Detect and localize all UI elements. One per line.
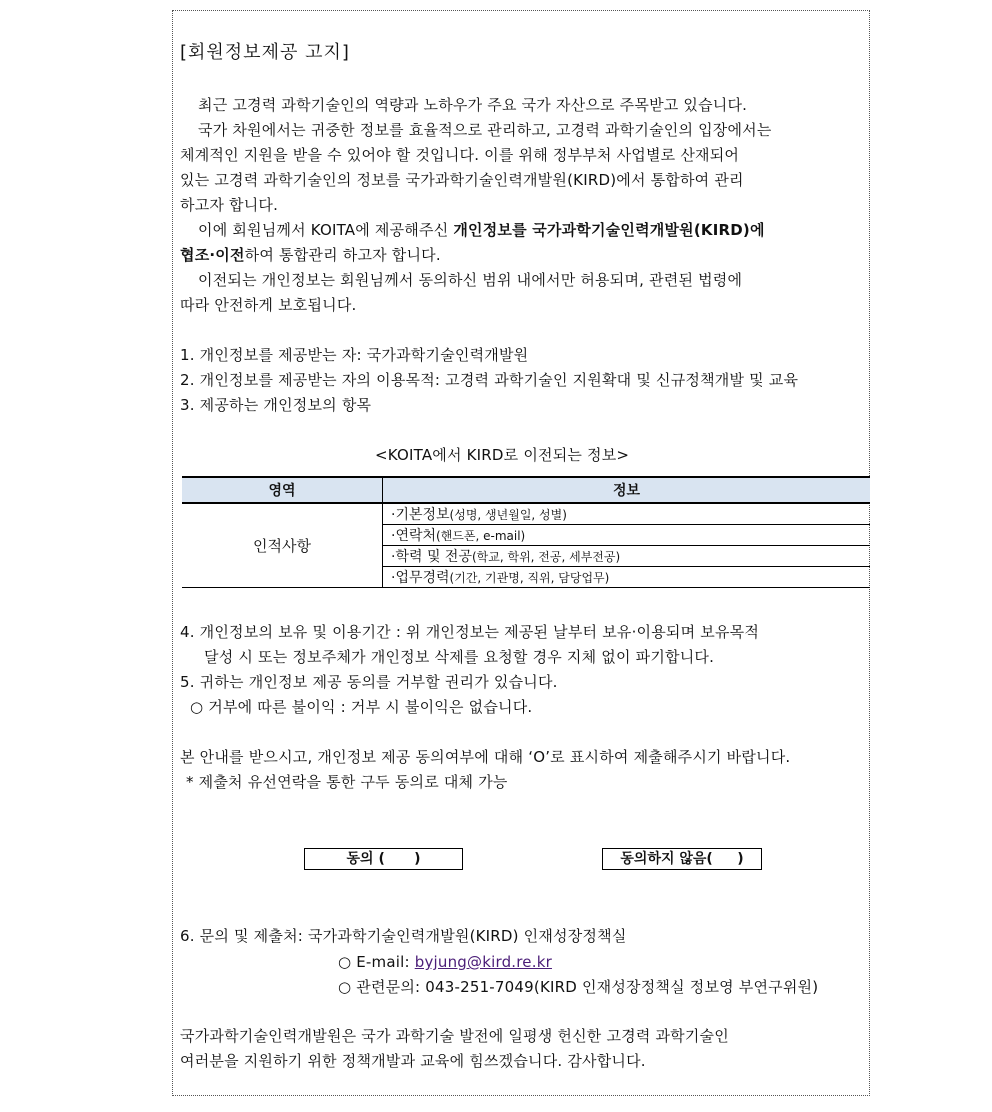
info-sub: (기간, 기관명, 직위, 담당업무)	[449, 571, 610, 585]
info-main: ·연락처	[391, 528, 437, 544]
intro-p3-text: 이에 회원님께서 KOITA에 제공해주신	[198, 221, 454, 239]
email-label: ○ E-mail:	[338, 953, 415, 971]
table-caption: <KOITA에서 KIRD로 이전되는 정보>	[375, 446, 630, 464]
intro-paragraph-4-line-2: 따라 안전하게 보호됩니다.	[180, 296, 357, 314]
disagree-button[interactable]: 동의하지 않음( )	[602, 848, 762, 870]
intro-paragraph-2-line-1: 국가 차원에서는 귀중한 정보를 효율적으로 관리하고, 고경력 과학기술인의 입장에서는	[198, 121, 772, 139]
intro-p3-bold-2: 협조·이전	[180, 246, 245, 264]
closing-line-2: 여러분을 지원하기 위한 정책개발과 교육에 힘쓰겠습니다. 감사합니다.	[180, 1052, 646, 1070]
contact-phone: ○ 관련문의: 043-251-7049(KIRD 인재성장정책실 정보영 부연구위원)	[338, 978, 819, 996]
item-1: 1. 개인정보를 제공받는 자: 국가과학기술인력개발원	[180, 346, 529, 364]
info-main: ·기본정보	[391, 507, 450, 523]
contact-email	[338, 950, 552, 975]
info-cell	[383, 546, 871, 567]
info-cell	[383, 525, 871, 546]
item-4-line-2: 달성 시 또는 정보주체가 개인정보 삭제를 요청할 경우 지체 없이 파기합니다.	[204, 648, 715, 666]
area-cell: 인적사항	[182, 503, 383, 588]
info-sub: (성명, 생년월일, 성별)	[449, 508, 567, 522]
intro-paragraph-1: 최근 고경력 과학기술인의 역량과 노하우가 주요 국가 자산으로 주목받고 있습니다.	[198, 96, 748, 114]
intro-paragraph-2-line-4: 하고자 합니다.	[180, 196, 279, 214]
info-sub: (학교, 학위, 전공, 세부전공)	[471, 550, 621, 564]
intro-paragraph-3-line-1	[198, 218, 765, 243]
intro-paragraph-2-line-3: 있는 고경력 과학기술인의 정보를 국가과학기술인력개발원(KIRD)에서 통합하여 관리	[180, 171, 744, 189]
notice-line-2: * 제출처 유선연락을 통한 구두 동의로 대체 가능	[186, 773, 508, 791]
item-4-line-1: 4. 개인정보의 보유 및 이용기간 : 위 개인정보는 제공된 날부터 보유·이용되며 보유목적	[180, 623, 760, 641]
email-link[interactable]: byjung@kird.re.kr	[414, 953, 552, 971]
item-3: 3. 제공하는 개인정보의 항목	[180, 396, 372, 414]
info-sub: (핸드폰, e-mail)	[436, 529, 526, 543]
item-6: 6. 문의 및 제출처: 국가과학기술인력개발원(KIRD) 인재성장정책실	[180, 927, 627, 945]
intro-paragraph-2-line-2: 체계적인 지원을 받을 수 있어야 할 것입니다. 이를 위해 정부부처 사업별로 산재되어	[180, 146, 740, 164]
item-5-sub: ○ 거부에 따른 불이익 : 거부 시 불이익은 없습니다.	[190, 698, 533, 716]
intro-paragraph-3-line-2	[180, 243, 441, 268]
notice-line-1: 본 안내를 받으시고, 개인정보 제공 동의여부에 대해 ‘O’로 표시하여 제출해주시기 바랍니다.	[180, 748, 791, 766]
table-row	[182, 503, 870, 525]
page-title: [회원정보제공 고지]	[180, 42, 350, 63]
info-table	[182, 476, 870, 588]
intro-p3-bold: 개인정보를 국가과학기술인력개발원(KIRD)에	[453, 221, 765, 239]
header-area: 영역	[182, 477, 383, 503]
header-info: 정보	[383, 477, 871, 503]
info-cell	[383, 567, 871, 588]
intro-p3-text-2: 하여 통합관리 하고자 합니다.	[244, 246, 441, 264]
info-cell	[383, 503, 871, 525]
info-main: ·업무경력	[391, 570, 450, 586]
table-header-row	[182, 477, 870, 503]
intro-paragraph-4-line-1: 이전되는 개인정보는 회원님께서 동의하신 범위 내에서만 허용되며, 관련된 법령에	[198, 271, 743, 289]
closing-line-1: 국가과학기술인력개발원은 국가 과학기술 발전에 일평생 헌신한 고경력 과학기술인	[180, 1027, 729, 1045]
item-2: 2. 개인정보를 제공받는 자의 이용목적: 고경력 과학기술인 지원확대 및 신규정책개발 및 교육	[180, 371, 799, 389]
info-main: ·학력 및 전공	[391, 549, 472, 565]
agree-button[interactable]: 동의 ( )	[304, 848, 463, 870]
item-5: 5. 귀하는 개인정보 제공 동의를 거부할 권리가 있습니다.	[180, 673, 558, 691]
